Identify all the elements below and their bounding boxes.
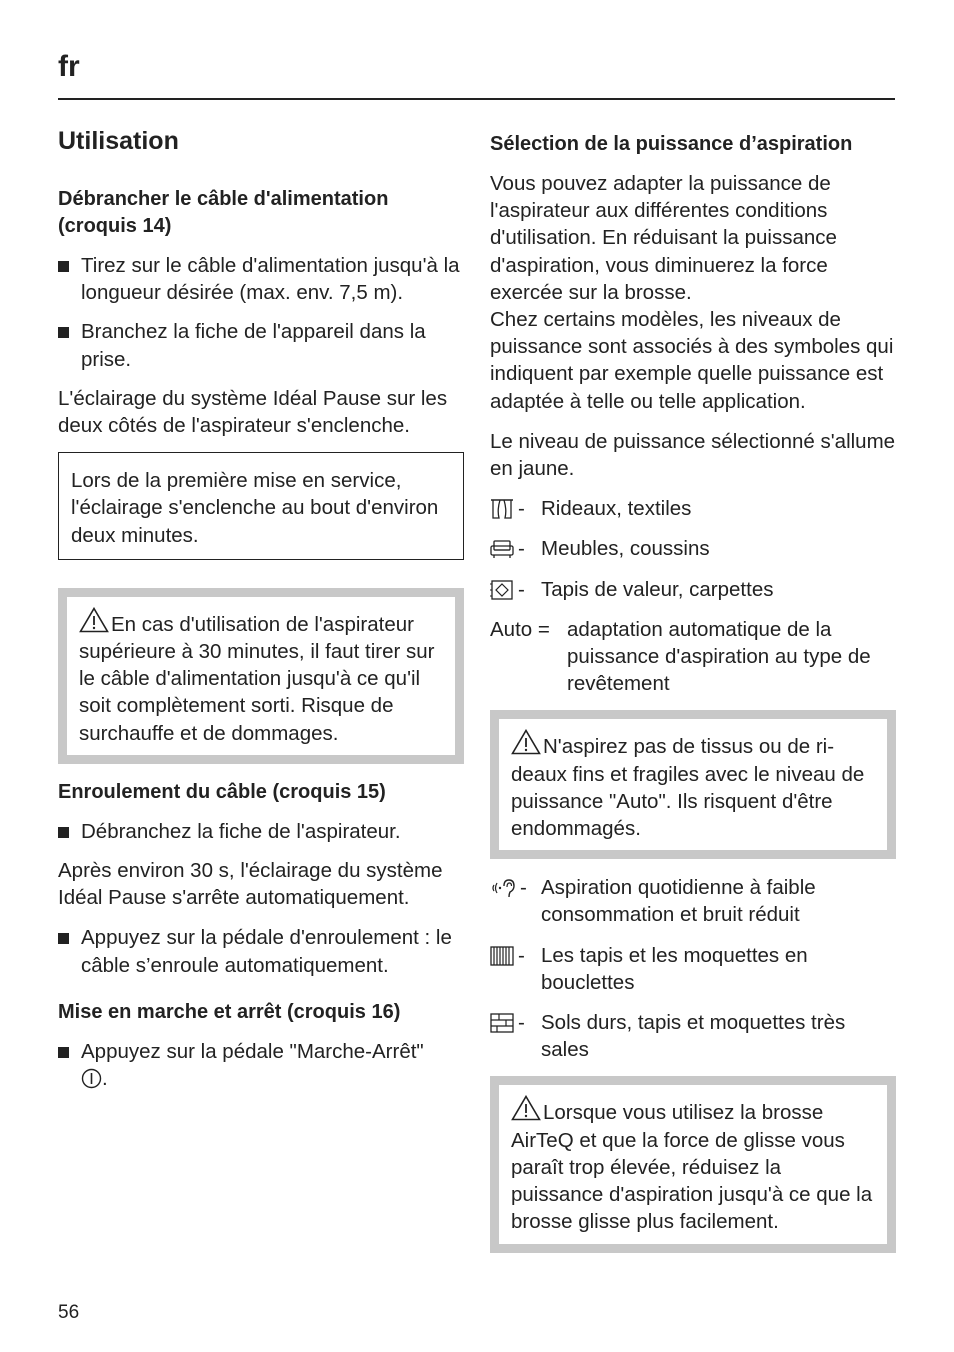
symbol-description: Aspiration quotidienne à faible consommation et bruit réduit [541,876,816,927]
list-item [58,1038,464,1092]
rug-icon [490,579,514,601]
warning-box [490,710,896,859]
auto-key: Auto = [490,617,550,641]
symbol-dash: - [520,876,527,900]
right-column [490,131,896,1268]
symbol-dash: - [518,1011,525,1035]
paragraph: Après environ 30 s, l'éclairage du système Idéal Pause s'arrête automatiquement. [58,859,443,910]
symbol-row-hard-floors [490,1009,896,1063]
language-code: fr [58,50,80,83]
list-item: Débranchez la fiche de l'aspirateur. [58,818,464,845]
hard-floor-icon [490,1012,514,1034]
symbol-row-eco [490,874,896,928]
curtains-icon [490,498,514,520]
armchair-icon [490,538,514,560]
header-rule [58,98,895,100]
symbol-row-rugs [490,576,896,603]
warning-box [58,588,464,764]
info-note-box: Lors de la première mise en service, l'éclairage s'enclenche au bout d'environ deux minutes. [58,452,464,560]
paragraph: L'éclairage du système Idéal Pause sur les deux côtés de l'aspirateur s'enclenche. [58,386,448,438]
list-item-text-end: . [102,1067,108,1091]
loop-carpet-icon [490,945,514,967]
warning-box [490,1076,896,1252]
symbol-description: Sols durs, tapis et moquettes très sales [541,1011,846,1062]
page-number: 56 [58,1302,80,1323]
warning-triangle-icon [79,607,109,633]
symbol-description: Rideaux, textiles [541,497,692,521]
list-item: Appuyez sur la pédale d'enroulement : le câble s’enroule automatiquement. [58,924,464,978]
warning-triangle-icon [511,1095,541,1121]
warning-text: N'aspirez pas de tissus ou de rideaux fins et fragiles avec le niveau de puissance "Auto". Ils risquent d'être endommagés. [511,735,865,841]
auto-description: adaptation automatique de la puissance d'aspiration au type de revêtement [567,617,871,696]
symbol-dash: - [518,943,525,967]
symbol-row-curtains [490,495,896,522]
list-item: Branchez la fiche de l'appareil dans la prise. [58,318,464,372]
section-title: Utilisation [58,127,179,155]
subheading-cable-winding: Enroulement du câble (croquis 15) [58,780,386,803]
warning-text: Lorsque vous utilisez la brosse AirTeQ et que la force de glisse vous paraît trop élevée, réduisez la puissance d'aspiration jusqu'à ce que la brosse glisse plus facilement. [511,1101,873,1234]
symbol-description: Tapis de valeur, carpettes [541,577,774,601]
paragraph: Chez certains modèles, les niveaux de puissance sont associés à des symboles qui indiquent par exemple quelle puissance est adaptée à telle ou telle application. [490,308,894,413]
power-symbol-icon [81,1068,102,1089]
low-noise-icon [490,877,516,899]
warning-triangle-icon [511,729,541,755]
subheading-suction-power: Sélection de la puissance d’aspiration [490,133,853,155]
left-column [58,126,464,1104]
symbol-description: Les tapis et les moquettes en bouclettes [541,943,808,994]
symbol-dash: - [518,537,525,561]
symbol-description: Meubles, coussins [541,537,710,561]
auto-definition [490,616,896,698]
symbol-row-loop-carpet [490,942,896,996]
symbol-dash: - [518,497,525,521]
warning-text: En cas d'utilisation de l'aspirateur supérieure à 30 minutes, il faut tirer sur le câble d'alimentation jusqu'à ce qu'il soit complètement sorti. Risque de surchauffe et de dommages. [79,612,435,745]
paragraph: Le niveau de puissance sélectionné s'allume en jaune. [490,429,896,481]
paragraph: Vous pouvez adapter la puissance de l'aspirateur aux différentes conditions d'utilisation. En réduisant la puissance d'aspiration, vous diminuerez la force exercée sur la brosse. [490,172,837,304]
subheading-unplug-cable: Débrancher le câble d'alimentation (croquis 14) [58,188,389,237]
list-item-text: Appuyez sur la pédale "Marche-Arrêt" [81,1039,424,1063]
subheading-on-off: Mise en marche et arrêt (croquis 16) [58,1000,401,1023]
list-item: Tirez sur le câble d'alimentation jusqu'à la longueur désirée (max. env. 7,5 m). [58,252,464,306]
symbol-row-furniture [490,535,896,562]
symbol-dash: - [518,577,525,601]
